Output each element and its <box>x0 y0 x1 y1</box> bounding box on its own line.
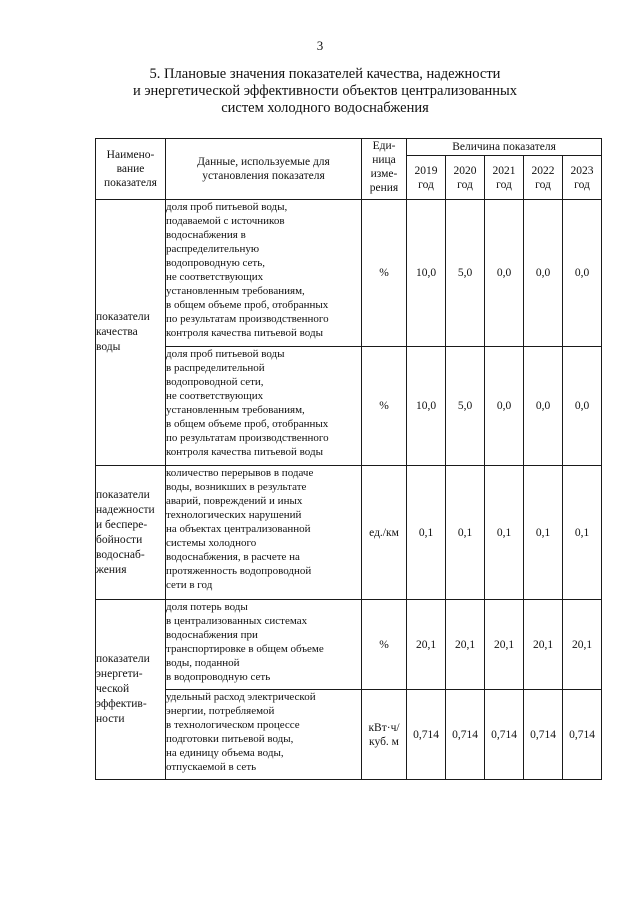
desc-line: на объектах централизованной <box>166 523 311 535</box>
header-year <box>563 156 602 200</box>
group-energy <box>96 600 166 780</box>
desc-line: распределительную <box>166 243 260 255</box>
indicator-description <box>166 690 362 780</box>
value-cell: 5,0 <box>446 347 485 466</box>
header-year <box>524 156 563 200</box>
header-data-line: установления показателя <box>202 170 325 182</box>
desc-line: водопроводной сети, <box>166 376 264 388</box>
value-cell: 0,0 <box>563 347 602 466</box>
desc-line: в общем объеме проб, отобранных <box>166 299 329 311</box>
indicator-description <box>166 466 362 600</box>
desc-line: в технологическом процессе <box>166 719 300 731</box>
value-cell: 0,0 <box>485 200 524 347</box>
desc-line: количество перерывов в подаче <box>166 467 314 479</box>
page-number: 3 <box>316 38 324 53</box>
indicator-description <box>166 600 362 690</box>
page-title <box>95 66 555 117</box>
value-cell: 0,1 <box>524 466 563 600</box>
desc-line: на единицу объема воды, <box>166 747 284 759</box>
value-cell: 20,1 <box>485 600 524 690</box>
value-cell: 20,1 <box>524 600 563 690</box>
desc-line: подготовки питьевой воды, <box>166 733 294 745</box>
table-row <box>96 600 602 690</box>
year-suffix: год <box>418 178 434 191</box>
header-name-line: вание <box>116 163 145 175</box>
group-line: ности <box>96 713 125 725</box>
group-line: показатели <box>96 653 150 665</box>
value-cell: 20,1 <box>563 600 602 690</box>
desc-line: в водопроводную сеть <box>166 671 271 683</box>
value-cell: 5,0 <box>446 200 485 347</box>
year-number: 2023 <box>570 164 594 177</box>
value-cell: 0,714 <box>524 690 563 780</box>
value-cell: 0,1 <box>485 466 524 600</box>
value-cell: 0,0 <box>524 200 563 347</box>
group-line: энергети- <box>96 668 143 680</box>
group-line: жения <box>96 563 127 576</box>
desc-line: установленным требованиям, <box>166 285 305 297</box>
unit-line: кВт·ч/ <box>368 721 400 734</box>
header-unit-line: изме- <box>370 168 398 180</box>
unit-cell <box>362 690 407 780</box>
year-suffix: год <box>457 178 473 191</box>
desc-line: отпускаемой в сеть <box>166 761 257 773</box>
desc-line: по результатам производственного <box>166 313 329 325</box>
indicator-description <box>166 347 362 466</box>
table-row <box>96 347 602 466</box>
title-line: 5. Плановые значения показателей качества, надежности <box>149 66 501 82</box>
desc-line: воды, поданной <box>166 657 240 669</box>
unit-cell: % <box>362 200 407 347</box>
indicator-description <box>166 200 362 347</box>
indicators-table <box>95 138 602 780</box>
header-unit-line: рения <box>369 182 399 194</box>
header-year <box>485 156 524 200</box>
table-row <box>96 466 602 600</box>
year-suffix: год <box>496 178 512 191</box>
desc-line: доля проб питьевой воды, <box>166 201 288 213</box>
unit-cell: % <box>362 347 407 466</box>
year-suffix: год <box>574 178 590 191</box>
value-cell: 0,0 <box>485 347 524 466</box>
desc-line: энергии, потребляемой <box>166 705 275 717</box>
value-cell: 0,714 <box>485 690 524 780</box>
header-name-line: показателя <box>104 177 157 189</box>
desc-line: контроля качества питьевой воды <box>166 327 323 339</box>
desc-line: контроля качества питьевой воды <box>166 446 323 458</box>
desc-line: водопроводную сеть, <box>166 257 266 269</box>
header-data-line: Данные, используемые для <box>197 156 330 168</box>
desc-line: не соответствующих <box>166 390 264 402</box>
title-line: и энергетической эффективности объектов централизованных <box>132 83 518 99</box>
desc-line: подаваемой с источников <box>166 215 285 227</box>
group-quality <box>96 200 166 466</box>
group-line: воды <box>96 341 121 353</box>
value-cell: 20,1 <box>407 600 446 690</box>
year-number: 2019 <box>414 164 438 177</box>
desc-line: в централизованных системах <box>166 615 308 627</box>
desc-line: водоснабжения при <box>166 629 258 641</box>
value-cell: 0,0 <box>524 347 563 466</box>
desc-line: установленным требованиям, <box>166 404 305 416</box>
group-line: надежности <box>96 503 155 516</box>
header-unit-line: ница <box>372 154 396 166</box>
header-value-group: Величина показателя <box>407 139 602 156</box>
desc-line: системы холодного <box>166 537 257 549</box>
value-cell: 10,0 <box>407 347 446 466</box>
desc-line: водоснабжения, в расчете на <box>166 551 300 563</box>
header-unit <box>362 139 407 200</box>
desc-line: сети в год <box>166 579 213 591</box>
value-cell: 0,714 <box>446 690 485 780</box>
desc-line: в общем объеме проб, отобранных <box>166 418 329 430</box>
header-data <box>166 139 362 200</box>
group-line: качества <box>96 326 138 338</box>
unit-cell: % <box>362 600 407 690</box>
header-year <box>407 156 446 200</box>
value-cell: 10,0 <box>407 200 446 347</box>
desc-line: по результатам производственного <box>166 432 329 444</box>
group-line: бойности <box>96 533 143 546</box>
value-cell: 0,714 <box>407 690 446 780</box>
desc-line: доля проб питьевой воды <box>166 348 285 360</box>
desc-line: водоснабжения в <box>166 229 246 241</box>
unit-line: куб. м <box>369 735 399 748</box>
year-number: 2021 <box>492 164 516 177</box>
value-cell: 0,714 <box>563 690 602 780</box>
value-cell: 20,1 <box>446 600 485 690</box>
title-line: систем холодного водоснабжения <box>221 100 429 116</box>
value-cell: 0,1 <box>407 466 446 600</box>
desc-line: удельный расход электрической <box>166 691 316 703</box>
value-cell: 0,1 <box>563 466 602 600</box>
value-cell: 0,1 <box>446 466 485 600</box>
desc-line: протяженность водопроводной <box>166 565 312 577</box>
desc-line: воды, возникших в результате <box>166 481 307 493</box>
group-reliability <box>96 466 166 600</box>
desc-line: не соответствующих <box>166 271 264 283</box>
group-line: показатели <box>96 311 150 323</box>
group-line: ческой <box>96 683 130 695</box>
year-number: 2020 <box>453 164 477 177</box>
table-row <box>96 690 602 780</box>
group-line: показатели <box>96 488 150 501</box>
group-line: и беспере- <box>96 518 148 531</box>
group-line: водоснаб- <box>96 548 145 561</box>
desc-line: доля потерь воды <box>166 601 248 613</box>
header-name-line: Наимено- <box>106 149 155 161</box>
desc-line: технологических нарушений <box>166 509 302 521</box>
group-line: эффектив- <box>96 698 147 710</box>
header-year <box>446 156 485 200</box>
header-unit-line: Еди- <box>372 140 396 152</box>
value-cell: 0,0 <box>563 200 602 347</box>
unit-cell: ед./км <box>362 466 407 600</box>
desc-line: аварий, повреждений и иных <box>166 495 303 507</box>
year-number: 2022 <box>531 164 555 177</box>
table-row <box>96 200 602 347</box>
year-suffix: год <box>535 178 551 191</box>
desc-line: в распределительной <box>166 362 265 374</box>
header-name <box>96 139 166 200</box>
desc-line: транспортировке в общем объеме <box>166 643 324 655</box>
